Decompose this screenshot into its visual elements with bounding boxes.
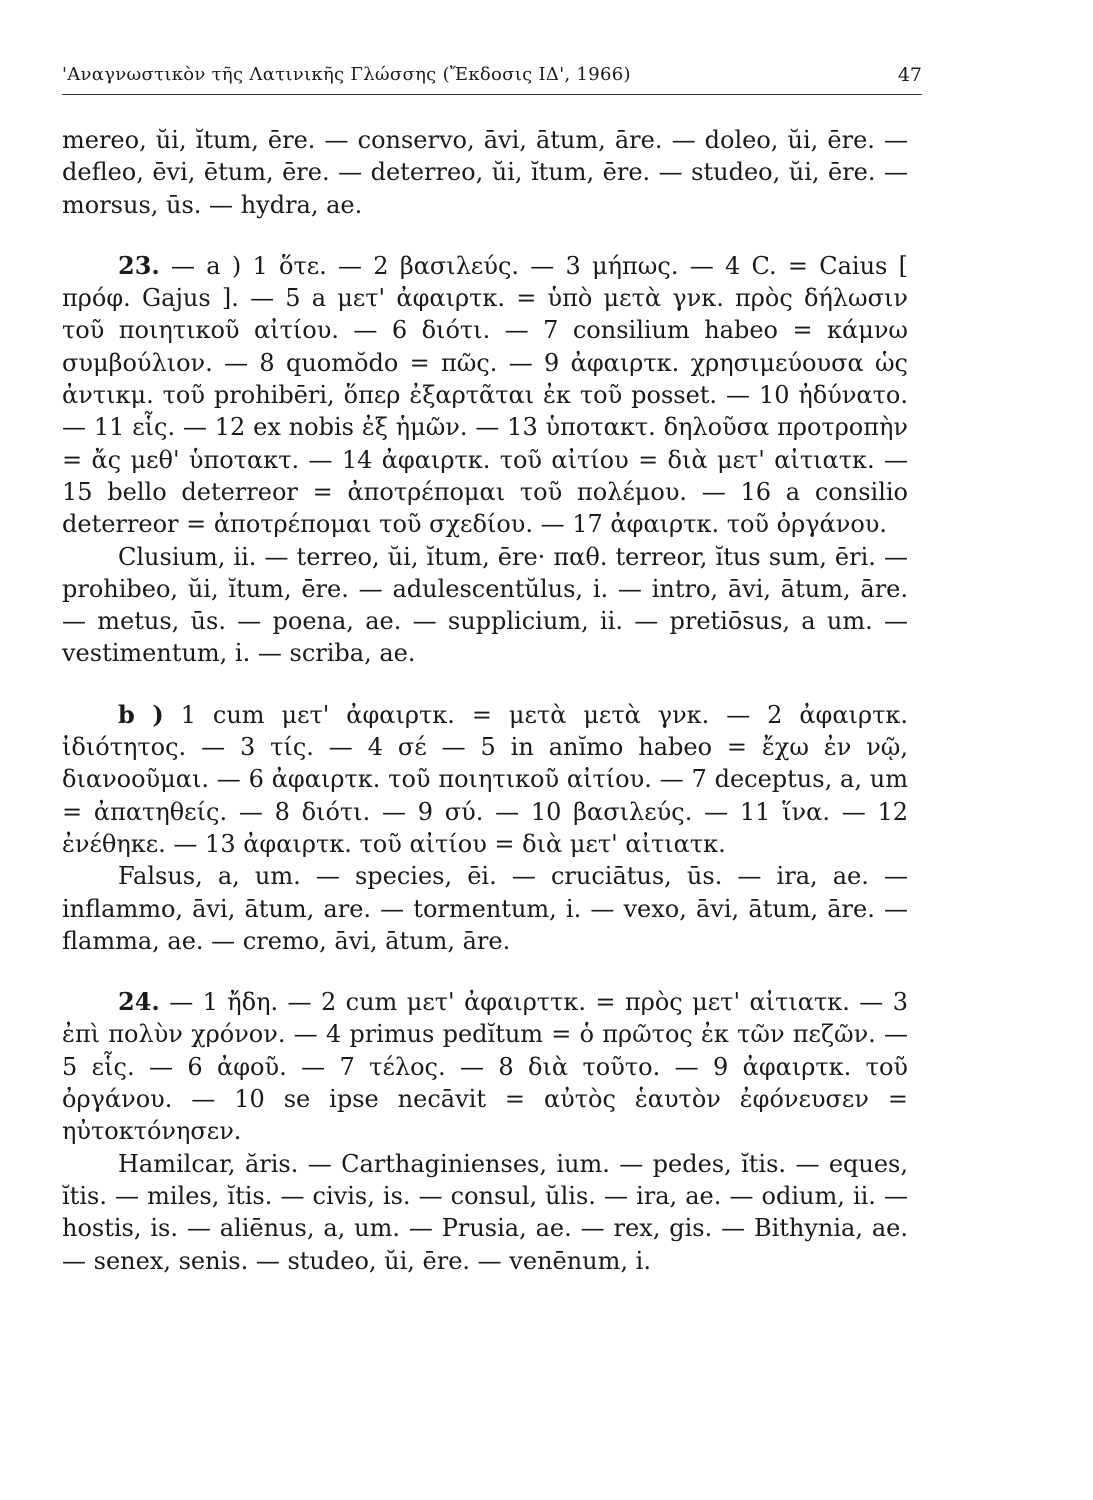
page-number: 47 (897, 64, 922, 86)
section-label: b ) (118, 699, 164, 729)
paragraph-vocab-23b (62, 860, 908, 957)
paragraph-23b (62, 699, 908, 860)
paragraph-text: mereo, ŭi, ĭtum, ēre. — conservo, āvi, ātum, āre. — doleo, ŭi, ēre. — defleo, ēvi, ētum, ēre. — deterreo, ŭi, ĭtum, ēre. — studeo, ŭi, ēre. — morsus, ūs. — hydra, ae. (62, 126, 908, 219)
paragraph-text: — 1 ἤδη. — 2 cum μετ' ἀφαιρττκ. = πρὸς μετ' αἰτιατκ. — 3 ἐπὶ πολὺν χρόνον. — 4 primus pedĭtum = ὁ πρῶτος ἐκ τῶν πεζῶν. — 5 εἷς. — 6 ἀφοῦ. — 7 τέλος. — 8 διὰ τοῦτο. — 9 ἀφαιρτκ. τοῦ ὀργάνου. — 10 se ipse necāvit = αὐτὸς ἑαυτὸν ἐφόνευσεν = ηὐτοκτόνησεν. (62, 988, 908, 1146)
header-title: 'Αναγνωστικὸν τῆς Λατινικῆς Γλώσσης (Ἔκδοσις ΙΔ', 1966) (62, 64, 631, 85)
page-body (62, 124, 908, 1277)
paragraph-vocab-22 (62, 124, 908, 221)
running-header (62, 60, 922, 95)
paragraph-text: Clusium, ii. — terreo, ŭi, ĭtum, ēre· παθ. terreor, ĭtus sum, ēri. — prohibeo, ŭi, ĭtum, ēre. — adulescentŭlus, i. — intro, āvi, ātum, āre. — metus, ūs. — poena, ae. — supplicium, ii. — pretiōsus, a um. — vestimentum, i. — scriba, ae. (62, 542, 908, 668)
paragraph-text: 1 cum μετ' ἀφαιρτκ. = μετὰ μετὰ γνκ. — 2 ἀφαιρτκ. ἰδιότητος. — 3 τίς. — 4 σέ — 5 in anĭmo habeo = ἔχω ἐν νῷ, διανοοῦμαι. — 6 ἀφαιρτκ. τοῦ ποιητικοῦ αἰτίου. — 7 deceptus, a, um = ἀπατηθείς. — 8 διότι. — 9 σύ. — 10 βασιλεύς. — 11 ἵνα. — 12 ἐνέθηκε. — 13 ἀφαιρτκ. τοῦ αἰτίου = διὰ μετ' αἰτιατκ. (62, 700, 908, 858)
section-number: 23. (118, 250, 160, 280)
paragraph-vocab-24 (62, 1148, 908, 1277)
paragraph-24 (62, 986, 908, 1147)
paragraph-text: Falsus, a, um. — species, ēi. — cruciātus, ūs. — ira, ae. — inflammo, āvi, ātum, are. — tormentum, i. — vexo, āvi, ātum, āre. — flamma, ae. — cremo, āvi, ātum, āre. (62, 862, 908, 955)
paragraph-vocab-23a (62, 541, 908, 670)
section-number: 24. (118, 987, 160, 1017)
paragraph-text: — a ) 1 ὅτε. — 2 βασιλεύς. — 3 μήπως. — 4 C. = Caius [ πρόφ. Gajus ]. — 5 a μετ' ἀφαιρτκ. = ὑπὸ μετὰ γνκ. πρὸς δήλωσιν τοῦ ποιητικοῦ αἰτίου. — 6 διότι. — 7 consilium habeo = κάμνω συμβούλιον. — 8 quomŏdo = πῶς. — 9 ἀφαιρτκ. χρησιμεύουσα ὡς ἀντικμ. τοῦ prohibēri, ὅπερ ἐξαρτᾶται ἐκ τοῦ posset. — 10 ἠδύνατο. — 11 εἷς. — 12 ex nobis ἐξ ἡμῶν. — 13 ὑποτακτ. δηλοῦσα προτροπὴν = ἄς μεθ' ὑποτακτ. — 14 ἀφαιρτκ. τοῦ αἰτίου = διὰ μετ' αἰτιατκ. — 15 bello deterreor = ἀποτρέπομαι τοῦ πολέμου. — 16 a consilio deterreor = ἀποτρέπομαι τοῦ σχεδίου. — 17 ἀφαιρτκ. τοῦ ὀργάνου. (62, 251, 908, 539)
paragraph-23a (62, 250, 908, 541)
paragraph-text: Hamilcar, ăris. — Carthaginienses, ium. — pedes, ĭtis. — eques, ĭtis. — miles, ĭtis. — civis, is. — consul, ŭlis. — ira, ae. — odium, ii. — hostis, is. — aliēnus, a, um. — Prusia, ae. — rex, gis. — Bithynia, ae. — senex, senis. — studeo, ŭi, ēre. — venēnum, i. (62, 1149, 908, 1275)
